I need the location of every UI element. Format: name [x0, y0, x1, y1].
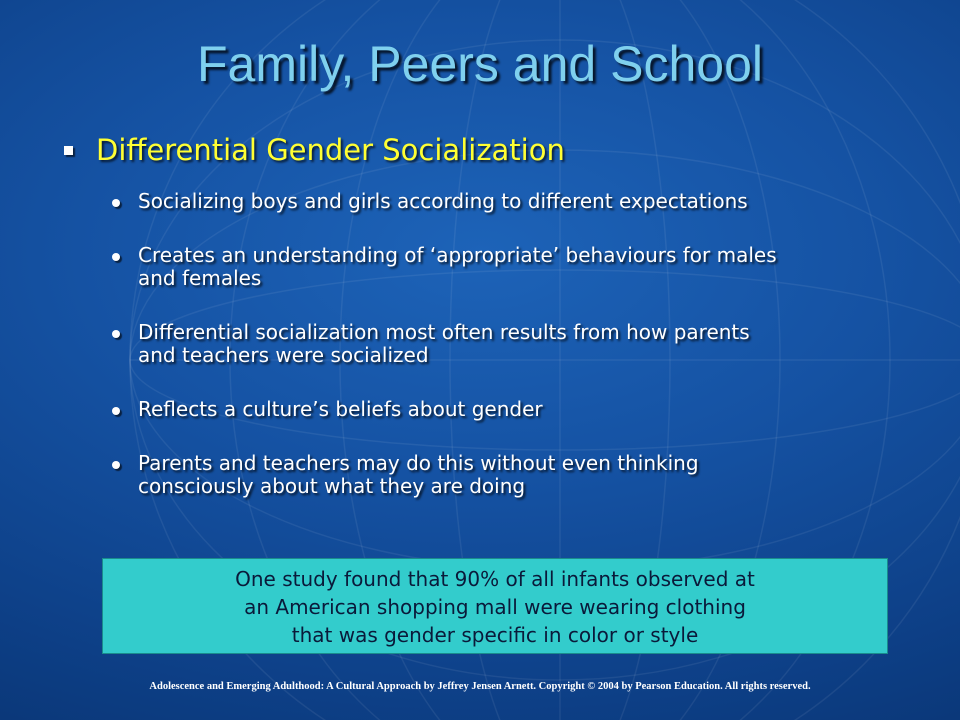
square-bullet-icon: [64, 146, 73, 155]
round-bullet-icon: [112, 253, 120, 261]
round-bullet-icon: [112, 407, 120, 415]
sub-bullet-line: and females: [138, 266, 262, 290]
round-bullet-icon: [112, 330, 120, 338]
copyright-footer: Adolescence and Emerging Adulthood: A Cultural Approach by Jeffrey Jensen Arnett. Copyright © 2004 by Pearson Education. All rights reserved.: [149, 681, 811, 692]
sub-bullet-item: [108, 321, 928, 367]
sub-bullet-line: Socializing boys and girls according to different expectations: [138, 189, 748, 213]
callout-line: that was gender specific in color or style: [291, 623, 699, 647]
round-bullet-icon: [112, 461, 120, 469]
slide-title: Family, Peers and School: [197, 36, 763, 92]
sub-bullet-line: Creates an understanding of ‘appropriate’ behaviours for males: [138, 243, 777, 267]
sub-bullet-line: and teachers were socialized: [138, 343, 429, 367]
sub-bullet-item: [108, 452, 928, 498]
sub-bullet-item: [108, 244, 928, 290]
sub-bullet-line: consciously about what they are doing: [138, 474, 526, 498]
sub-bullet-line: Reflects a culture’s beliefs about gender: [138, 397, 543, 421]
sub-bullet-line: Parents and teachers may do this without even thinking: [138, 451, 699, 475]
main-bullet: [60, 130, 920, 170]
sub-bullet-line: Differential socialization most often results from how parents: [138, 320, 750, 344]
sub-bullet-item: [108, 398, 928, 421]
sub-bullet-list: [108, 190, 928, 498]
callout-line: One study found that 90% of all infants observed at: [235, 567, 755, 591]
round-bullet-icon: [112, 199, 120, 207]
sub-bullet-item: [108, 190, 928, 213]
callout-line: an American shopping mall were wearing clothing: [244, 595, 746, 619]
study-callout-box: [102, 558, 888, 654]
main-bullet-text: Differential Gender Socialization: [96, 133, 565, 167]
